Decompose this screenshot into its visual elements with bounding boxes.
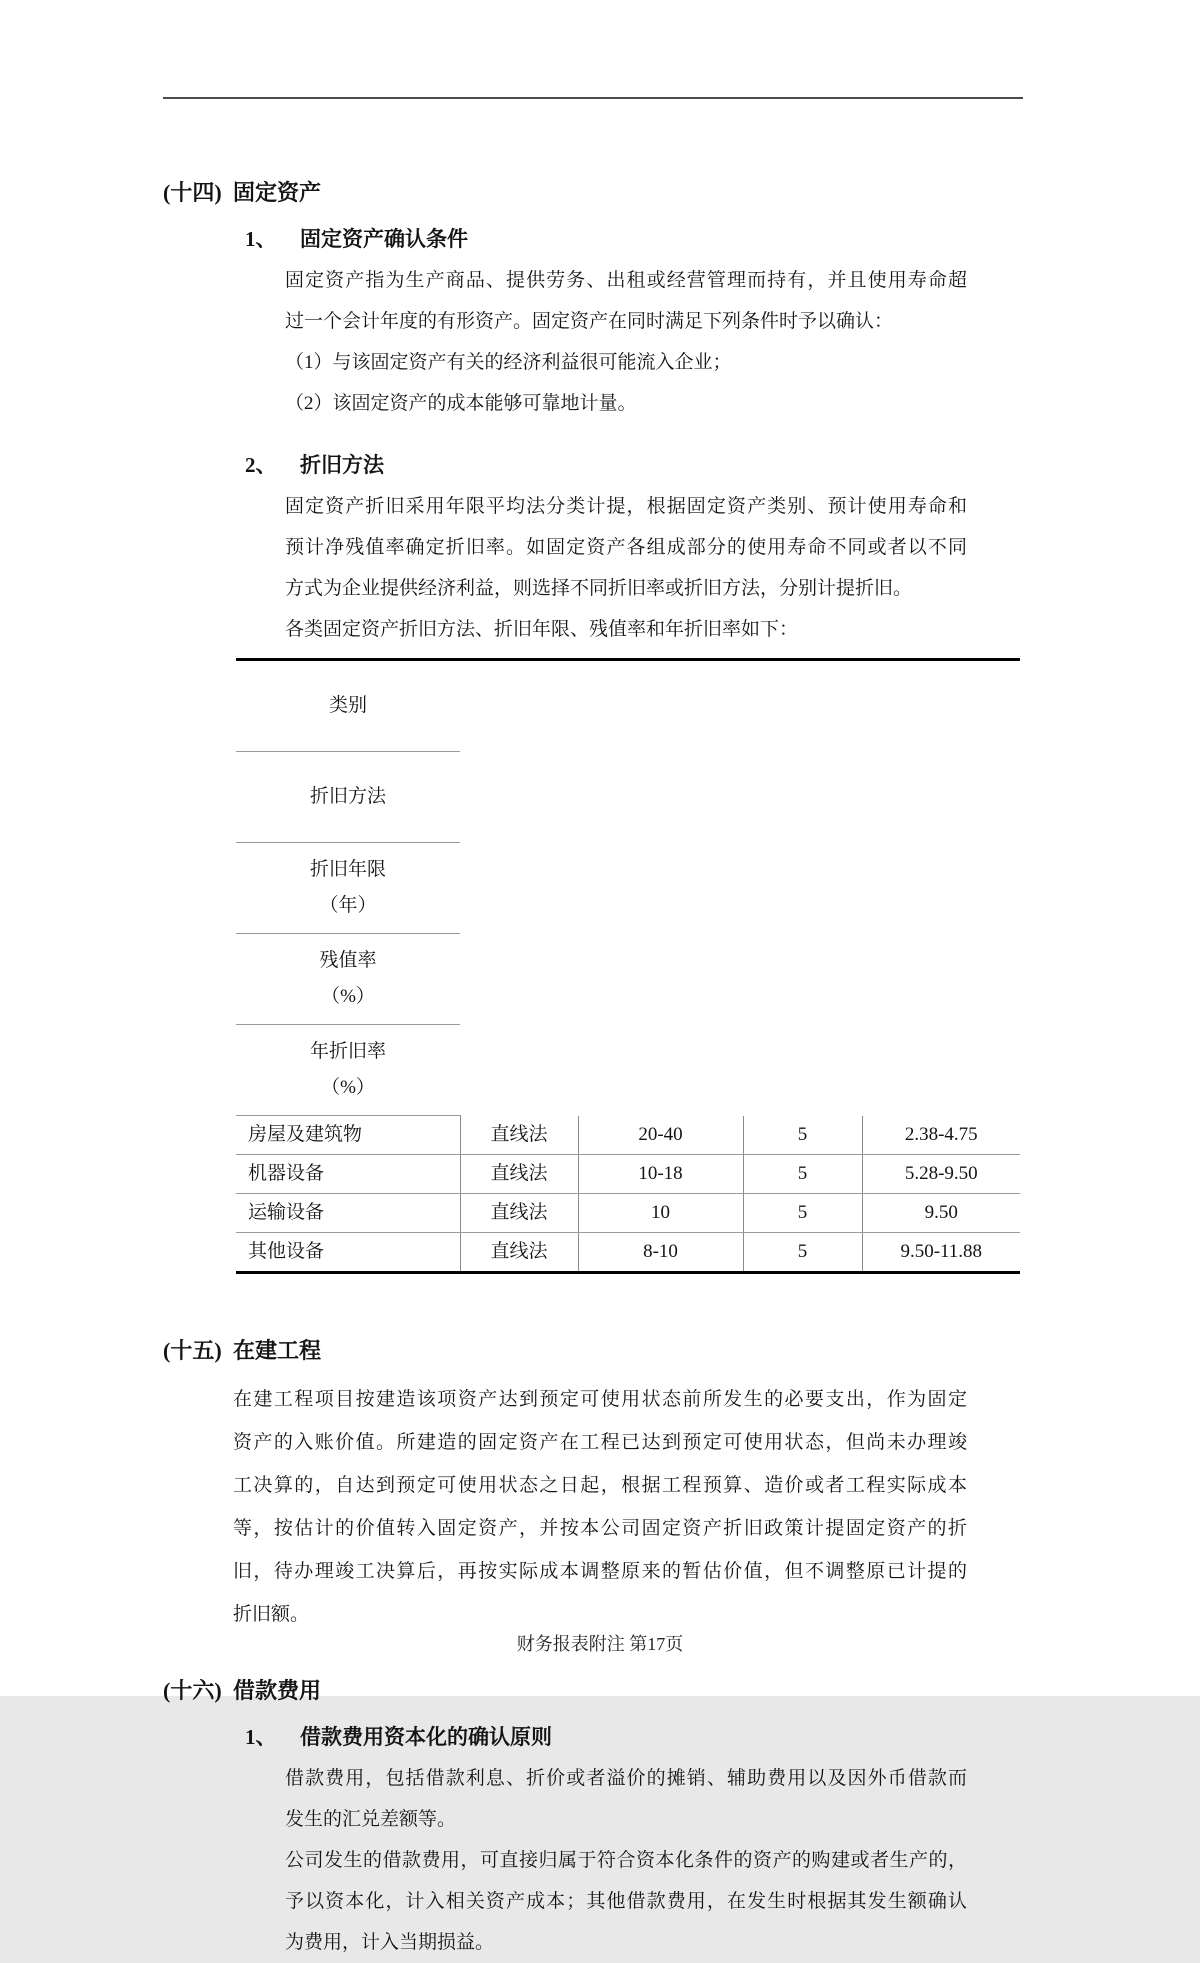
cell-method: 直线法 [460,1155,578,1194]
cell-years: 10-18 [578,1155,743,1194]
subsection-14-2-title: 折旧方法 [300,453,384,477]
cell-residual-rate: 5 [743,1116,862,1155]
depreciation-table-body [236,1116,1020,1273]
header-line-1: 类别 [328,695,367,716]
paragraph-line: 予以资本化，计入相关资产成本；其他借款费用，在发生时根据其发生额确认 [285,1891,967,1912]
page-content [163,158,1063,1963]
paragraph-line: 借款费用，包括借款利息、折价或者溢价的摊销、辅助费用以及因外币借款而 [285,1768,967,1789]
cell-annual-rate: 5.28-9.50 [862,1155,1020,1194]
header-line-1: 残值率 [319,950,377,971]
paragraph-line: 各类固定资产折旧方法、折旧年限、残值率和年折旧率如下： [285,619,799,640]
section-14-heading [163,178,1063,208]
table-row [236,1194,1020,1233]
paragraph-line: 工决算的，自达到预定可使用状态之日起，根据工程预算、造价或者工程实际成本 [233,1475,967,1496]
paragraph-line: 在建工程项目按建造该项资产达到预定可使用状态前所发生的必要支出，作为固定 [233,1389,967,1410]
cell-residual-rate: 5 [743,1194,862,1233]
table-header-cell [236,934,460,1025]
header-line-2: （年） [319,895,377,916]
header-line-2: （%） [321,986,375,1007]
depreciation-table-header [236,660,1020,1116]
section-14-title: 固定资产 [233,180,322,205]
cell-category: 其他设备 [236,1233,460,1273]
subsection-14-2-number: 2、 [245,453,277,477]
section-16-label: (十六) [163,1678,222,1703]
cell-method: 直线法 [460,1233,578,1273]
table-header-cell [236,1025,460,1116]
table-header-cell [236,752,460,843]
cell-annual-rate: 9.50 [862,1194,1020,1233]
subsection-16-1-number: 1、 [245,1725,277,1749]
paragraph-construction-in-progress [233,1378,967,1636]
subsection-14-1-heading [245,224,1063,254]
table-header-cell [236,660,460,752]
subsection-14-1-title: 固定资产确认条件 [300,227,468,251]
section-14-label: (十四) [163,180,222,205]
cell-annual-rate: 2.38-4.75 [862,1116,1020,1155]
cell-category: 运输设备 [236,1194,460,1233]
paragraph-line: 预计净残值率确定折旧率。如固定资产各组成部分的使用寿命不同或者以不同 [285,537,967,558]
paragraph-line: 等，按估计的价值转入固定资产，并按本公司固定资产折旧政策计提固定资产的折 [233,1518,967,1539]
footer-page-label: 财务报表附注 第17页 [516,1634,684,1654]
subsection-16-1-title: 借款费用资本化的确认原则 [300,1725,552,1749]
header-line-1: 折旧年限 [309,859,386,880]
subsection-16-1-heading [245,1722,1063,1752]
depreciation-table [236,658,1020,1274]
cell-category: 机器设备 [236,1155,460,1194]
table-row [236,1155,1020,1194]
section-15-heading [163,1336,1063,1366]
subsection-14-1-number: 1、 [245,227,277,251]
paragraph-line: 旧，待办理竣工决算后，再按实际成本调整原来的暂估价值，但不调整原已计提的 [233,1561,967,1582]
cell-years: 10 [578,1194,743,1233]
paragraph-line: 方式为企业提供经济利益，则选择不同折旧率或折旧方法，分别计提折旧。 [285,578,913,599]
table-header-cell [236,843,460,934]
paragraph-line: 过一个会计年度的有形资产。固定资产在同时满足下列条件时予以确认： [285,311,894,332]
paragraph-line: 固定资产折旧采用年限平均法分类计提，根据固定资产类别、预计使用寿命和 [285,496,967,517]
table-row [236,1116,1020,1155]
header-line-1: 折旧方法 [309,786,386,807]
cell-residual-rate: 5 [743,1233,862,1273]
paragraph-line: 公司发生的借款费用，可直接归属于符合资本化条件的资产的购建或者生产的， [285,1850,967,1871]
section-15-label: (十五) [163,1338,222,1363]
paragraph-line: 为费用，计入当期损益。 [285,1932,495,1953]
paragraph-line: （2）该固定资产的成本能够可靠地计量。 [285,393,637,414]
cell-method: 直线法 [460,1116,578,1155]
header-line-2: （%） [321,1077,375,1098]
table-row [236,1233,1020,1273]
cell-residual-rate: 5 [743,1155,862,1194]
cell-years: 8-10 [578,1233,743,1273]
section-16-heading [163,1676,1063,1706]
paragraph-borrowing-costs-capitalization [285,1840,967,1963]
cell-method: 直线法 [460,1194,578,1233]
paragraph-borrowing-costs-definition [285,1758,967,1840]
subsection-14-2-heading [245,450,1063,480]
paragraph-depreciation-method [285,486,967,650]
cell-annual-rate: 9.50-11.88 [900,1241,983,1262]
paragraph-line: 发生的汇兑差额等。 [285,1809,457,1830]
header-rule [163,97,1023,99]
cell-years: 20-40 [578,1116,743,1155]
paragraph-line: 折旧额。 [233,1604,310,1625]
cell-category: 房屋及建筑物 [236,1116,460,1155]
paragraph-fixed-asset-recognition [285,260,967,424]
paragraph-line: 资产的入账价值。所建造的固定资产在工程已达到预定可使用状态，但尚未办理竣 [233,1432,967,1453]
header-line-1: 年折旧率 [309,1041,386,1062]
paragraph-line: 固定资产指为生产商品、提供劳务、出租或经营管理而持有，并且使用寿命超 [285,270,967,291]
section-16-title: 借款费用 [233,1678,322,1703]
section-15-title: 在建工程 [233,1338,322,1363]
paragraph-line: （1）与该固定资产有关的经济利益很可能流入企业； [285,352,732,373]
